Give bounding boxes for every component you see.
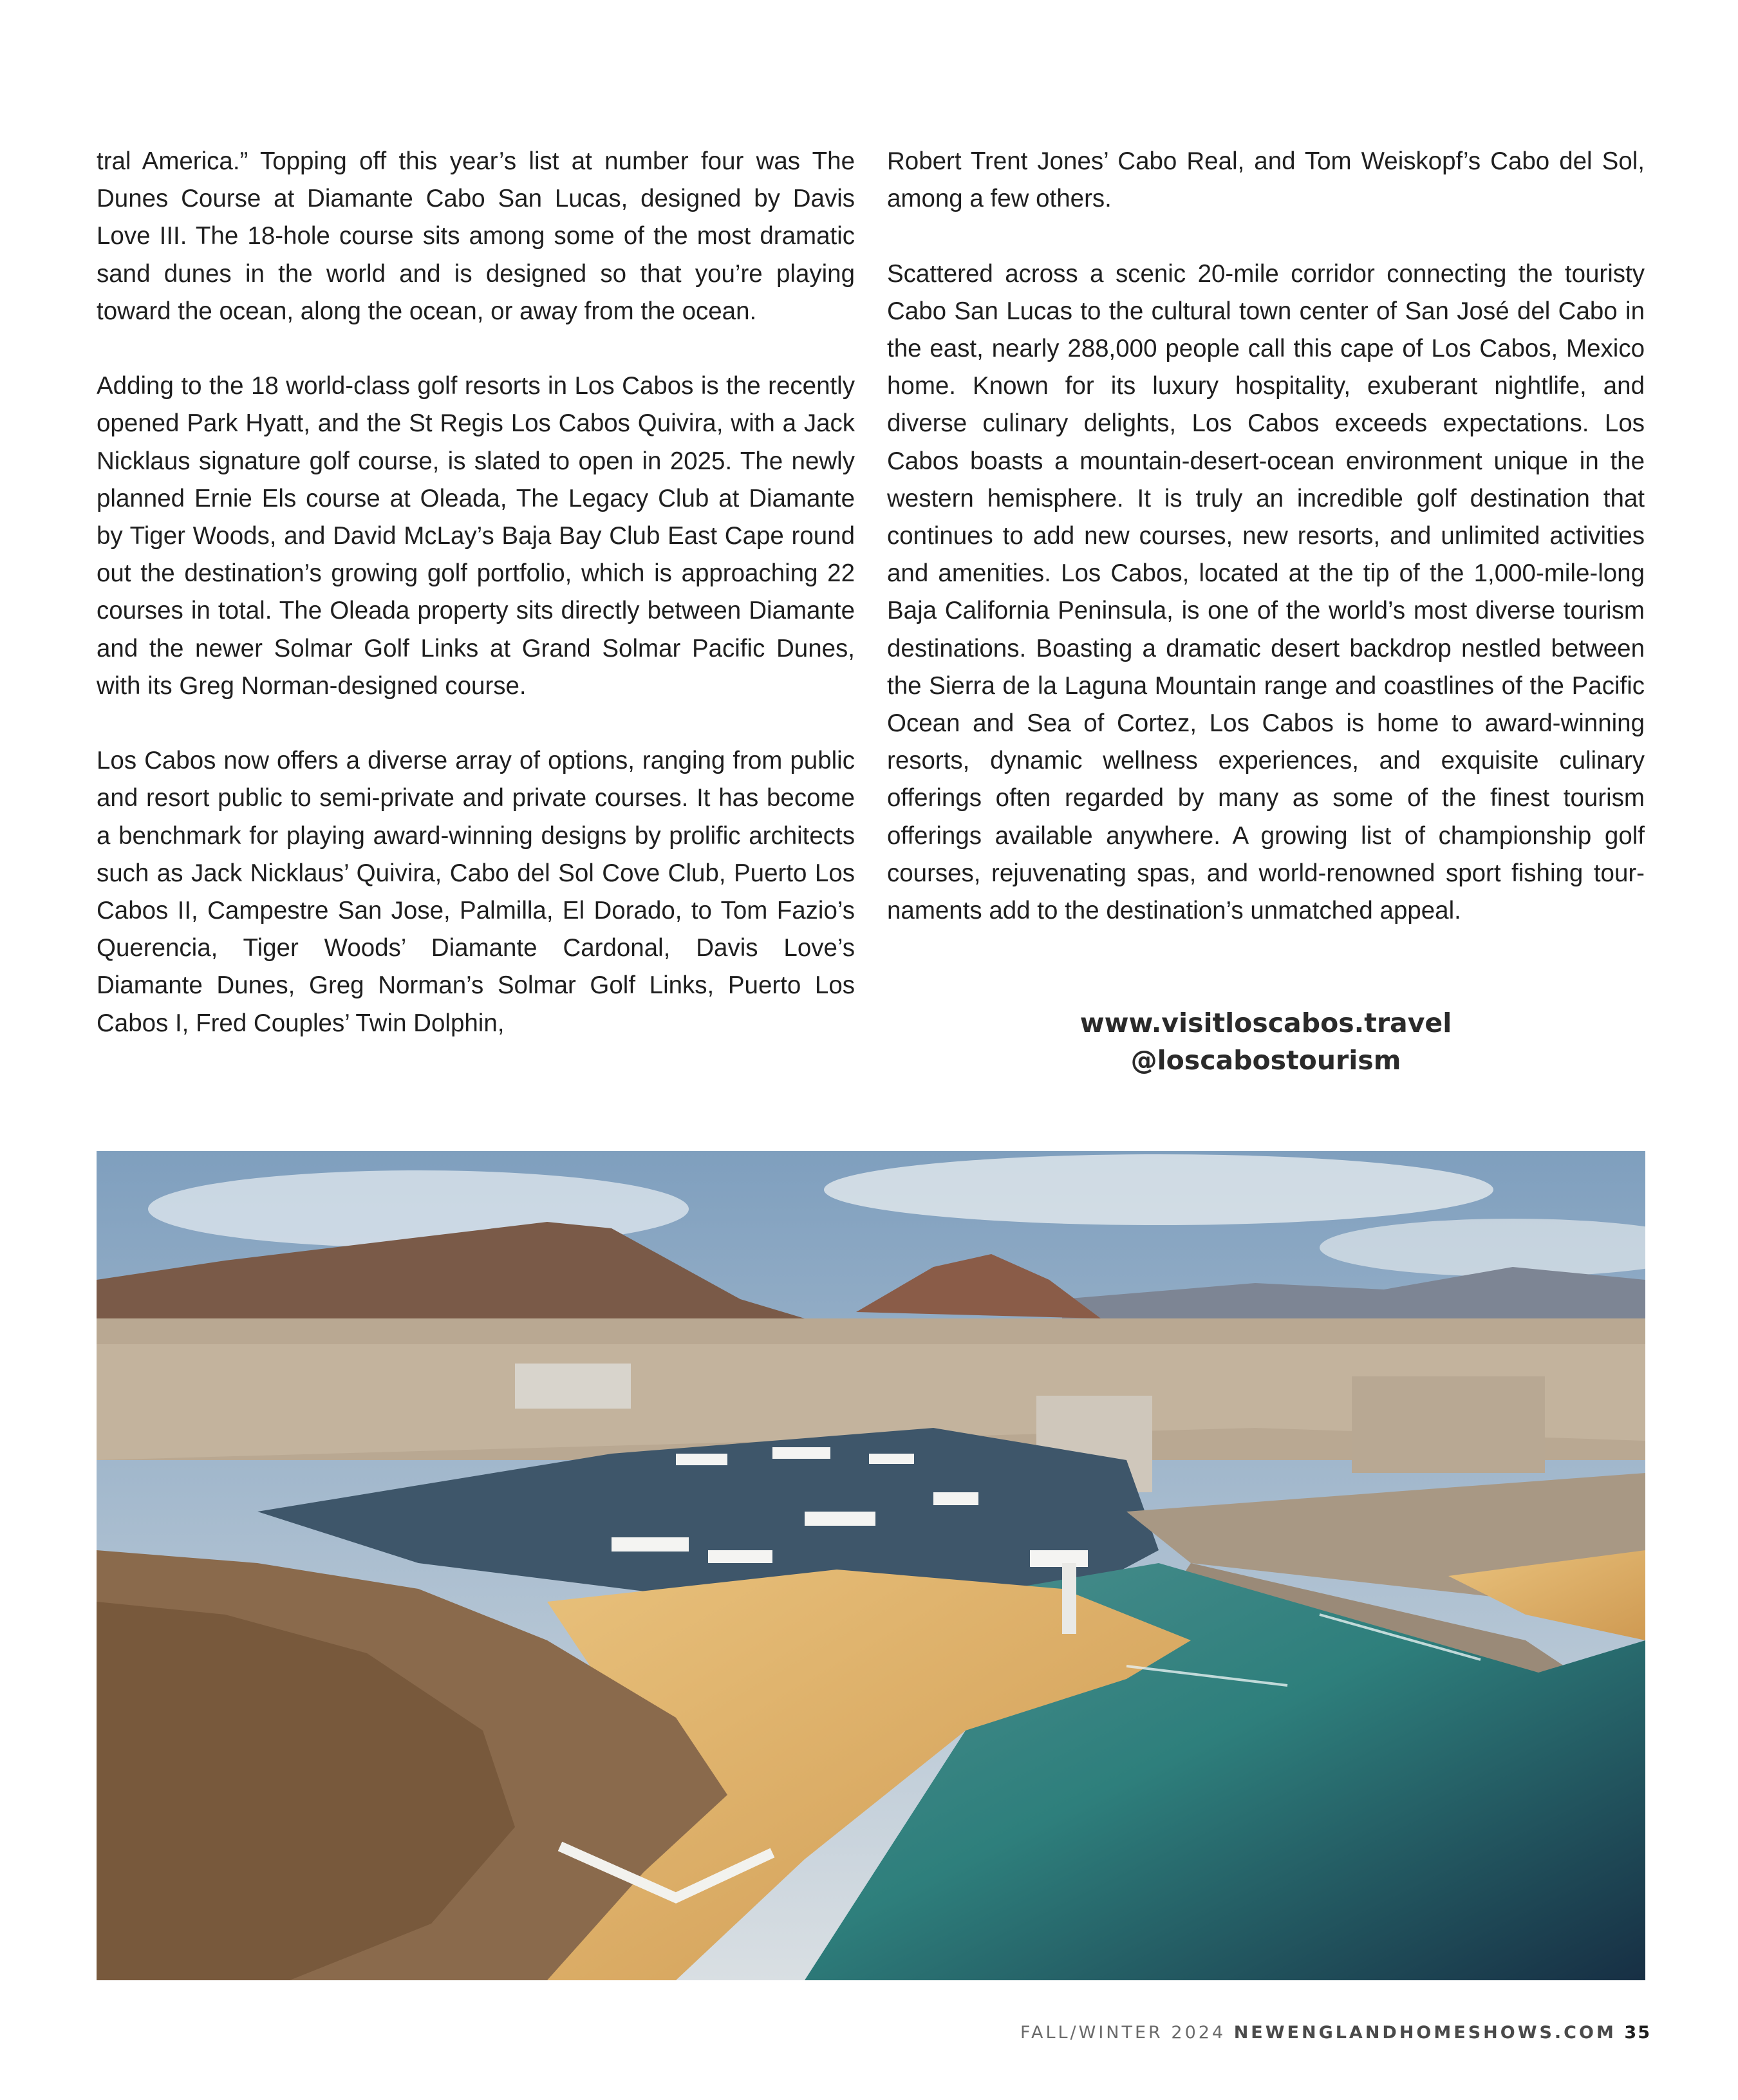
site-url[interactable]: NEWENGLANDHOMESHOWS.COM: [1233, 2023, 1616, 2043]
page-footer: [1020, 2023, 1651, 2043]
paragraph: Scattered across a scenic 20-mile corridor connecting the touristy Cabo San Lucas to the cultural town center of San José del Cabo in the east, nearly 288,000 people call this cape of Los Cabos, Mexico home. Known for its luxury hospitality, exuberant nightlife, and diverse culinary delights, Los Cabos exceeds expectations. Los Cabos boasts a mountain-desert-ocean environment unique in the western hemisphere. It is truly an incredible golf destination that continues to add new courses, new resorts, and unlimited activities and amenities. Los Cabos, located at the tip of the 1,000-mile-long Baja California Peninsula, is one of the world’s most diverse tourism destinations. Boasting a dramatic desert backdrop nestled between the Sierra de la Laguna Mountain range and coastlines of the Pacific Ocean and Sea of Cortez, Los Cabos is home to award-winning resorts, dynamic wellness experiences, and exquisite culinary offerings often regarded by many as some of the finest tourism offerings available anywhere. A growing list of championship golf courses, rejuvenating spas, and world-renowned sport fishing tournaments add to the destination’s unmatched appeal.: [887, 259, 1645, 925]
paragraph: Los Cabos now offers a diverse array of options, ranging from public and resort public to semi-private and private courses. It has become a benchmark for playing award-winning designs by prolific architects such as Jack Nicklaus’ Quivira, Cabo del Sol Cove Club, Puerto Los Cabos II, Campestre San Jose, Palmilla, El Dorado, to Tom Fazio’s Querencia, Tiger Woods’ Diamante Cardonal, Davis Love’s Diamante Dunes, Greg Norman’s Solmar Golf Links, Puerto Los Cabos I, Fred Couples’ Twin Dolphin,: [97, 747, 855, 1037]
aerial-photo: [97, 1151, 1645, 1980]
article-column-right: [887, 143, 1645, 930]
contact-links: [887, 1004, 1645, 1079]
article-column-left: [97, 143, 855, 1042]
social-handle[interactable]: @loscabostourism: [1130, 1045, 1401, 1076]
paragraph: Robert Trent Jones’ Cabo Real, and Tom Weiskopf’s Cabo del Sol, among a few others.: [887, 147, 1645, 213]
website-link[interactable]: www.visitloscabos.travel: [1079, 1008, 1452, 1038]
aerial-photo-icon: [97, 1151, 1645, 1980]
paragraph: tral America.” Topping off this year’s list at number four was The Dunes Course at Diamante Cabo San Lucas, designed by Davis Love III. The 18-hole course sits among some of the most dramatic sand dunes in the world and is designed so that you’re playing toward the ocean, along the ocean, or away from the ocean.: [97, 147, 855, 325]
issue-label: FALL/WINTER 2024: [1020, 2023, 1226, 2043]
paragraph: Adding to the 18 world-class golf resorts in Los Cabos is the recently opened Park Hyatt, and the St Regis Los Cabos Quivira, with a Jack Nicklaus signature golf course, is slated to open in 2025. The newly planned Ernie Els course at Oleada, The Legacy Club at Diamante by Tiger Woods, and David McLay’s Baja Bay Club East Cape round out the destination’s growing golf portfolio, which is approaching 22 courses in total. The Oleada property sits directly between Diamante and the newer Solmar Golf Links at Grand Solmar Pacific Dunes, with its Greg Norman-designed course.: [97, 372, 855, 700]
page-number: 35: [1624, 2023, 1651, 2043]
